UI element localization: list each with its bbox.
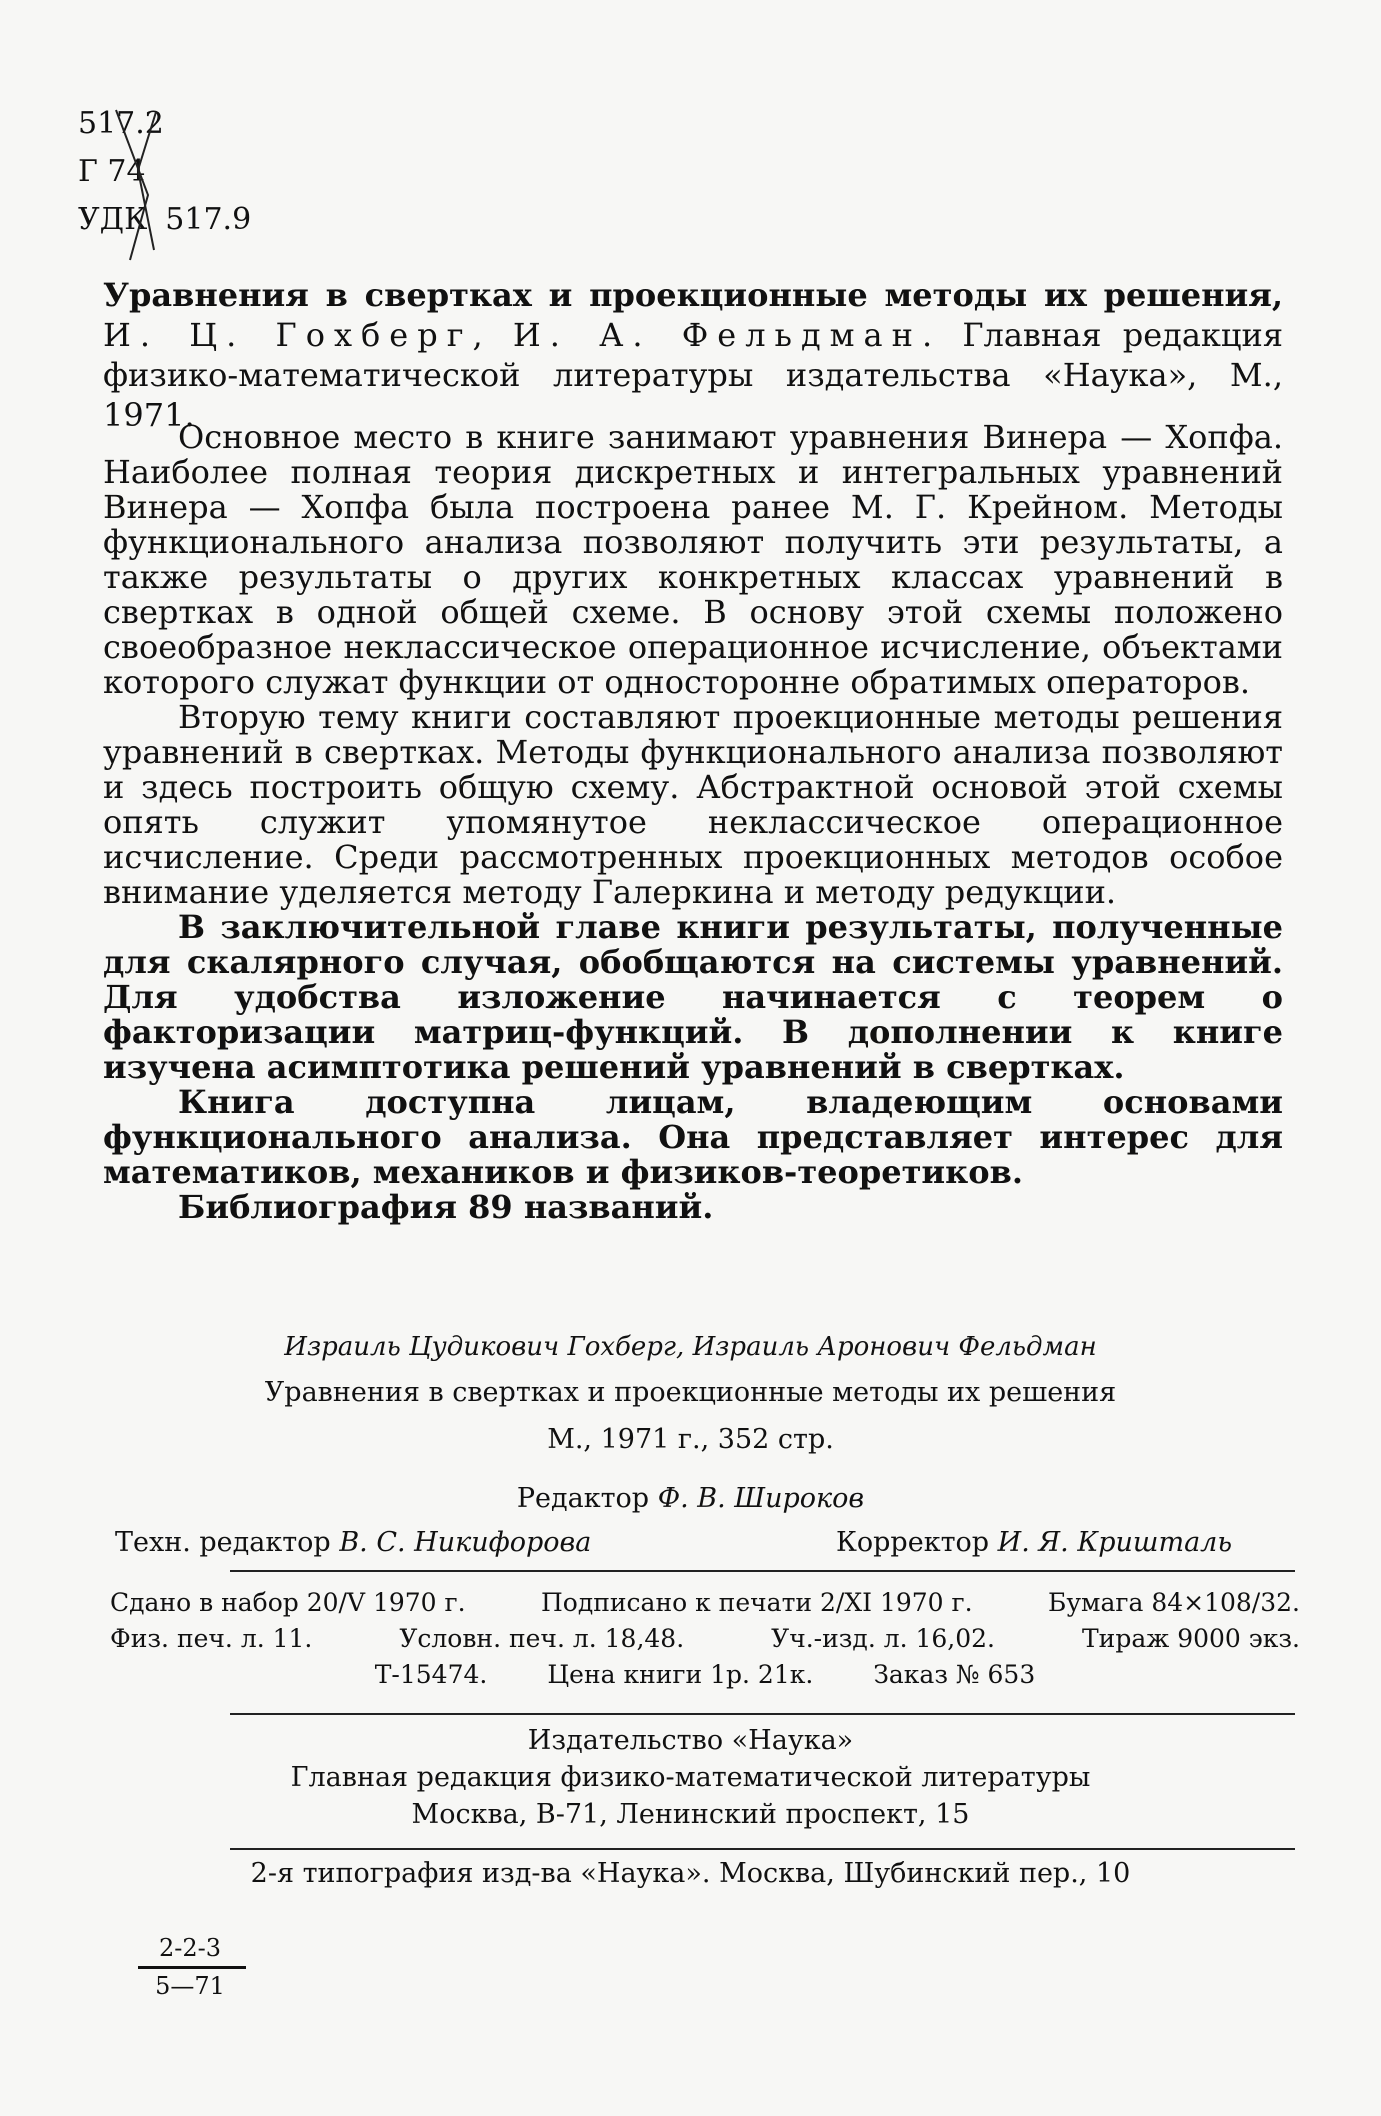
bibliography-count: Библиография 89 названий. — [178, 1188, 714, 1226]
print-detail: Цена книги 1р. 21к. — [547, 1660, 814, 1689]
annotation-header — [103, 275, 1283, 435]
author-mark: Г 74 — [78, 154, 146, 189]
print-detail: Заказ № 653 — [873, 1660, 1036, 1689]
print-detail: Условн. печ. л. 18,48. — [399, 1624, 685, 1653]
print-details-line-1 — [110, 1585, 1300, 1621]
corrector-name: И. Я. Кришталь — [997, 1527, 1233, 1558]
annotation-author-1: И. Ц. Гохберг, — [103, 316, 492, 354]
divider — [230, 1848, 1295, 1850]
print-detail: Тираж 9000 экз. — [1082, 1624, 1300, 1653]
editor-name: Ф. В. Широков — [657, 1483, 865, 1514]
abstract-paragraph: Вторую тему книги составляют проекционные методы решения уравнений в свертках. Методы функционального анализа позволяют и здесь построить общую схему. Абстрактной основой этой схемы опять служит упомянутое неклассическое операционное исчисление. Среди рассмотренных проекционных методов особое внимание уделяется методу Галеркина и методу редукции. — [103, 698, 1283, 911]
divider — [230, 1570, 1295, 1572]
imprint-publication: М., 1971 г., 352 стр. — [547, 1424, 834, 1455]
udk-number: 517.9 — [165, 202, 252, 237]
print-details-line-3 — [110, 1657, 1300, 1693]
abstract — [103, 420, 1283, 1225]
publisher-address: Москва, В-71, Ленинский проспект, 15 — [411, 1799, 970, 1830]
print-detail: Подписано к печати 2/XI 1970 г. — [540, 1588, 973, 1617]
print-detail: Уч.-изд. л. 16,02. — [771, 1624, 996, 1653]
divider — [230, 1713, 1295, 1715]
print-detail: Физ. печ. л. 11. — [110, 1624, 313, 1653]
index-code — [150, 1934, 230, 2000]
publisher-block — [0, 1722, 1381, 1833]
editor-label: Редактор — [516, 1483, 650, 1514]
tech-editor-name: В. С. Никифорова — [339, 1527, 592, 1558]
annotation-publisher: Главная редакция физико-математической литературы издательства «Наука», М., 1971. — [103, 316, 1283, 434]
annotation-author-2: И. А. Фельдман. — [512, 316, 942, 354]
print-detail: Бумага 84×108/32. — [1047, 1588, 1300, 1617]
tech-editor-label: Техн. редактор — [115, 1527, 331, 1558]
classification-code: 517.2 — [78, 106, 164, 141]
annotation-title: Уравнения в свертках и проекционные методы их решения, — [103, 276, 1283, 314]
print-detail: Т-15474. — [374, 1660, 488, 1689]
typography-line: 2-я типография изд-ва «Наука». Москва, Шубинский пер., 10 — [250, 1858, 1131, 1889]
imprint-editor — [0, 1483, 1381, 1514]
print-details — [110, 1585, 1300, 1693]
imprint-title: Уравнения в свертках и проекционные методы их решения — [264, 1377, 1117, 1408]
abstract-paragraph: Книга доступна лицам, владеющим основами функционального анализа. Она представляет интерес для математиков, механиков и физиков-теоретиков. — [103, 1083, 1283, 1191]
udk-label: УДК — [78, 202, 148, 237]
publisher-name: Издательство «Наука» — [527, 1725, 854, 1756]
corrector — [836, 1527, 1232, 1558]
print-details-line-2 — [110, 1621, 1300, 1657]
index-code-bottom: 5—71 — [155, 1972, 225, 2000]
index-code-top: 2-2-3 — [158, 1934, 222, 1962]
index-code-bar — [138, 1966, 246, 1969]
handwritten-mark-icon — [108, 100, 168, 265]
publisher-division: Главная редакция физико-математической литературы — [290, 1762, 1091, 1793]
abstract-paragraph: В заключительной главе книги результаты, полученные для скалярного случая, обобщаются на системы уравнений. Для удобства изложение начинается с теорем о факторизации матриц-функций. В дополнении к книге изучена асимптотика решений уравнений в свертках. — [103, 908, 1283, 1086]
corrector-label: Корректор — [836, 1527, 990, 1558]
tech-editor — [115, 1527, 591, 1558]
print-detail: Сдано в набор 20/V 1970 г. — [110, 1588, 466, 1617]
abstract-paragraph: Основное место в книге занимают уравнения Винера — Хопфа. Наиболее полная теория дискретных и интегральных уравнений Винера — Хопфа была построена ранее М. Г. Крейном. Методы функционального анализа позволяют получить эти результаты, а также результаты о других конкретных классах уравнений в свертках в одной общей схеме. В основу этой схемы положено своеобразное неклассическое операционное исчисление, объектами которого служат функции от односторонне обратимых операторов. — [103, 418, 1283, 701]
imprint-authors: Израиль Цудикович Гохберг, Израиль Аронович Фельдман — [284, 1332, 1097, 1362]
